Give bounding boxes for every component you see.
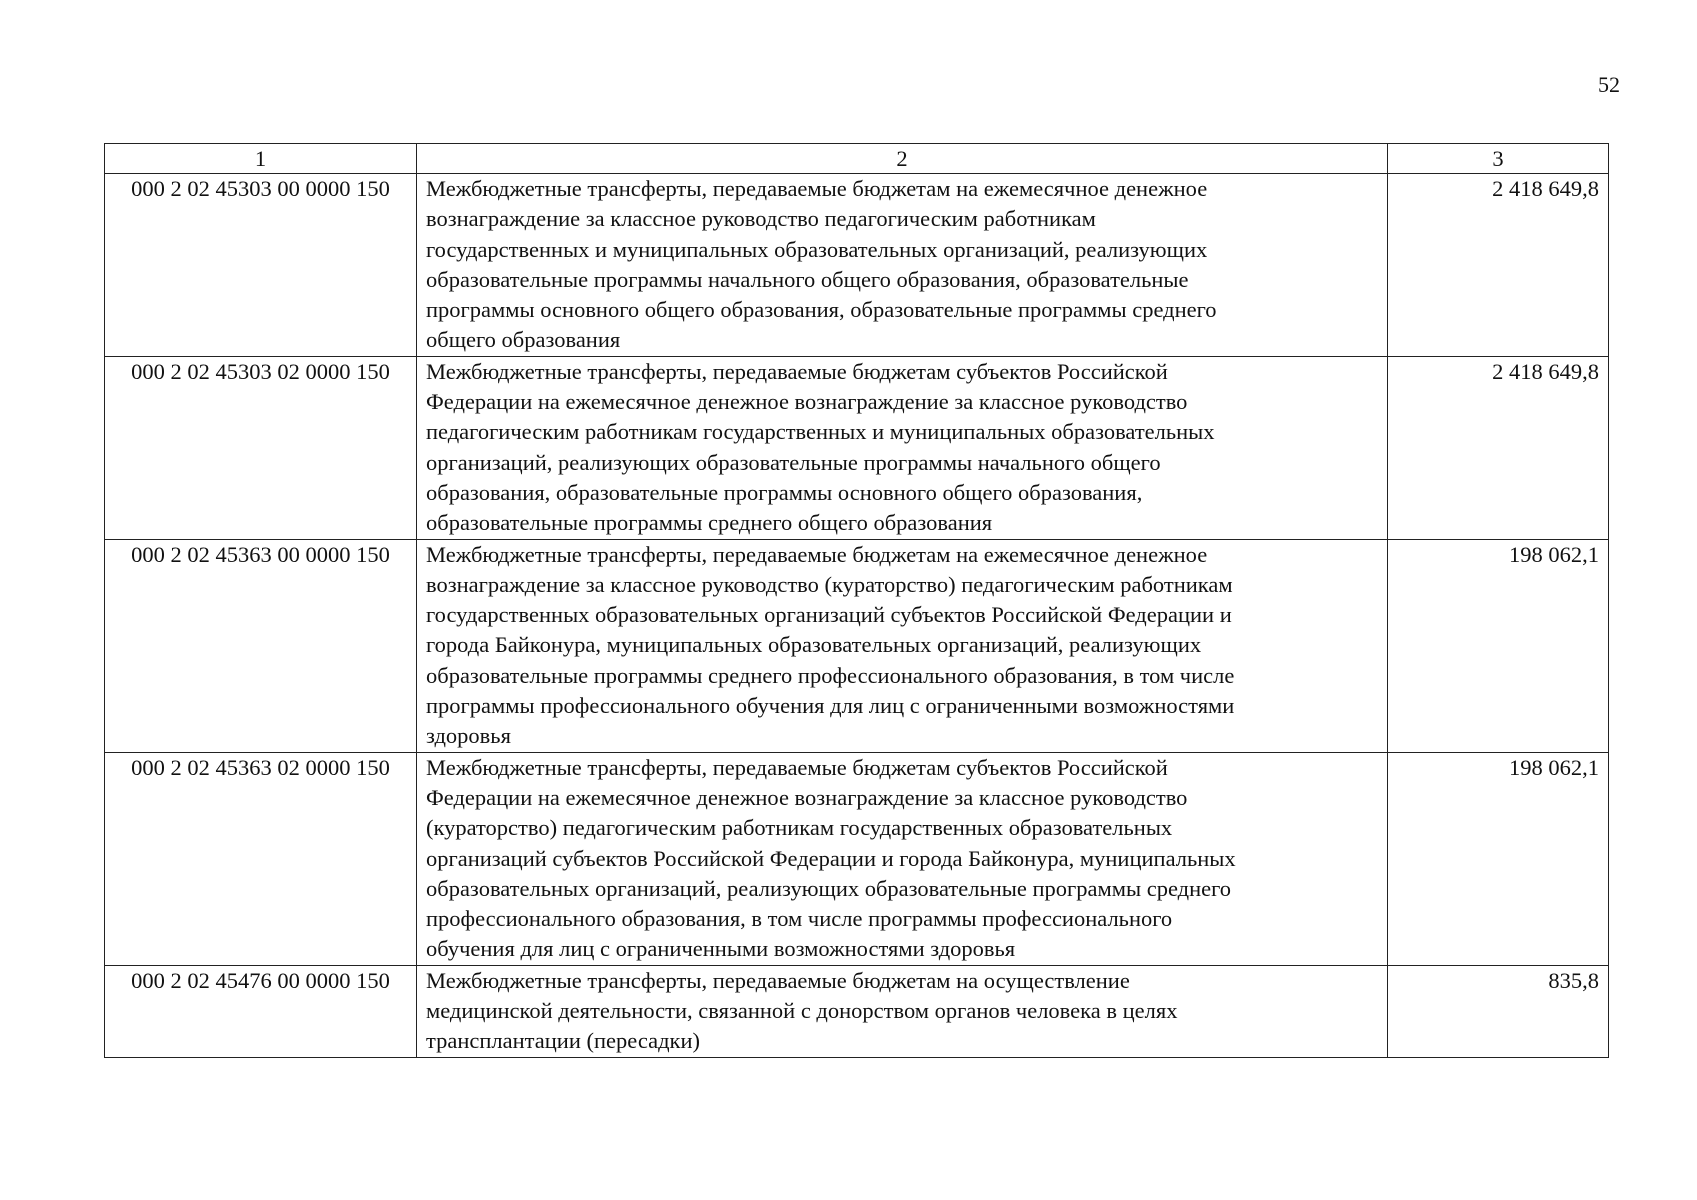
- amount-cell: 2 418 649,8: [1388, 356, 1609, 539]
- description-line: программы основного общего образования, образовательные программы среднего: [426, 297, 1217, 323]
- description-line: образования, образовательные программы основного общего образования,: [426, 479, 1143, 505]
- budget-code-cell: 000 2 02 45476 00 0000 150: [105, 965, 417, 1057]
- description-line: Межбюджетные трансферты, передаваемые бюджетам на ежемесячное денежное: [426, 176, 1208, 201]
- amount-cell: 198 062,1: [1388, 752, 1609, 965]
- description-line: (кураторство) педагогическим работникам государственных образовательных: [426, 815, 1173, 841]
- header-column-1: 1: [105, 144, 417, 174]
- table-row: [105, 752, 1609, 965]
- amount-cell: 198 062,1: [1388, 539, 1609, 752]
- table-body: [105, 174, 1609, 1058]
- header-column-2: 2: [417, 144, 1388, 174]
- description-line: образовательные программы среднего профессионального образования, в том числе: [426, 662, 1235, 688]
- amount-cell: 835,8: [1388, 965, 1609, 1057]
- description-line: образовательные программы начального общего образования, образовательные: [426, 266, 1189, 292]
- description-line: общего образования: [426, 327, 621, 353]
- page-number: 52: [1598, 72, 1620, 97]
- description-cell: [417, 356, 1388, 539]
- description-line: города Байконура, муниципальных образовательных организаций, реализующих: [426, 632, 1202, 658]
- description-line: Межбюджетные трансферты, передаваемые бюджетам на ежемесячное денежное: [426, 541, 1208, 567]
- description-line: педагогическим работникам государственных и муниципальных образовательных: [426, 419, 1215, 445]
- description-line: государственных и муниципальных образовательных организаций, реализующих: [426, 236, 1208, 262]
- description-cell: [417, 752, 1388, 965]
- description-line: программы профессионального обучения для лиц с ограниченными возможностями: [426, 693, 1235, 719]
- budget-code-cell: 000 2 02 45363 02 0000 150: [105, 752, 417, 965]
- table-row: [105, 539, 1609, 752]
- description-line: Межбюджетные трансферты, передаваемые бюджетам субъектов Российской: [426, 754, 1168, 780]
- description-line: профессионального образования, в том числе программы профессионального: [426, 906, 1173, 932]
- description-cell: [417, 174, 1388, 357]
- table-row: [105, 356, 1609, 539]
- description-line: вознаграждение за классное руководство (кураторство) педагогическим работникам: [426, 571, 1233, 597]
- description-line: организаций, реализующих образовательные программы начального общего: [426, 449, 1161, 475]
- description-line: организаций субъектов Российской Федерации и города Байконура, муниципальных: [426, 845, 1236, 871]
- description-line: Межбюджетные трансферты, передаваемые бюджетам субъектов Российской: [426, 358, 1168, 384]
- description-line: образовательных организаций, реализующих образовательные программы среднего: [426, 875, 1232, 901]
- description-line: Межбюджетные трансферты, передаваемые бюджетам на осуществление: [426, 967, 1130, 993]
- description-line: медицинской деятельности, связанной с донорством органов человека в целях: [426, 998, 1178, 1024]
- amount-cell: 2 418 649,8: [1388, 174, 1609, 357]
- description-line: Федерации на ежемесячное денежное вознаграждение за классное руководство: [426, 784, 1188, 810]
- description-line: обучения для лиц с ограниченными возможностями здоровья: [426, 936, 1016, 962]
- description-line: Федерации на ежемесячное денежное вознаграждение за классное руководство: [426, 389, 1188, 415]
- description-line: государственных образовательных организаций субъектов Российской Федерации и: [426, 602, 1232, 628]
- budget-code-cell: 000 2 02 45363 00 0000 150: [105, 539, 417, 752]
- description-line: трансплантации (пересадки): [426, 1028, 700, 1054]
- header-column-3: 3: [1388, 144, 1609, 174]
- table-row: [105, 965, 1609, 1057]
- budget-code-cell: 000 2 02 45303 00 0000 150: [105, 174, 417, 357]
- description-cell: [417, 965, 1388, 1057]
- description-line: образовательные программы среднего общего образования: [426, 510, 993, 536]
- table-row: [105, 174, 1609, 357]
- table-header-row: [105, 144, 1609, 174]
- description-cell: [417, 539, 1388, 752]
- description-line: вознаграждение за классное руководство педагогическим работникам: [426, 206, 1096, 232]
- description-line: здоровья: [426, 723, 511, 749]
- budget-table: [104, 143, 1609, 1058]
- budget-code-cell: 000 2 02 45303 02 0000 150: [105, 356, 417, 539]
